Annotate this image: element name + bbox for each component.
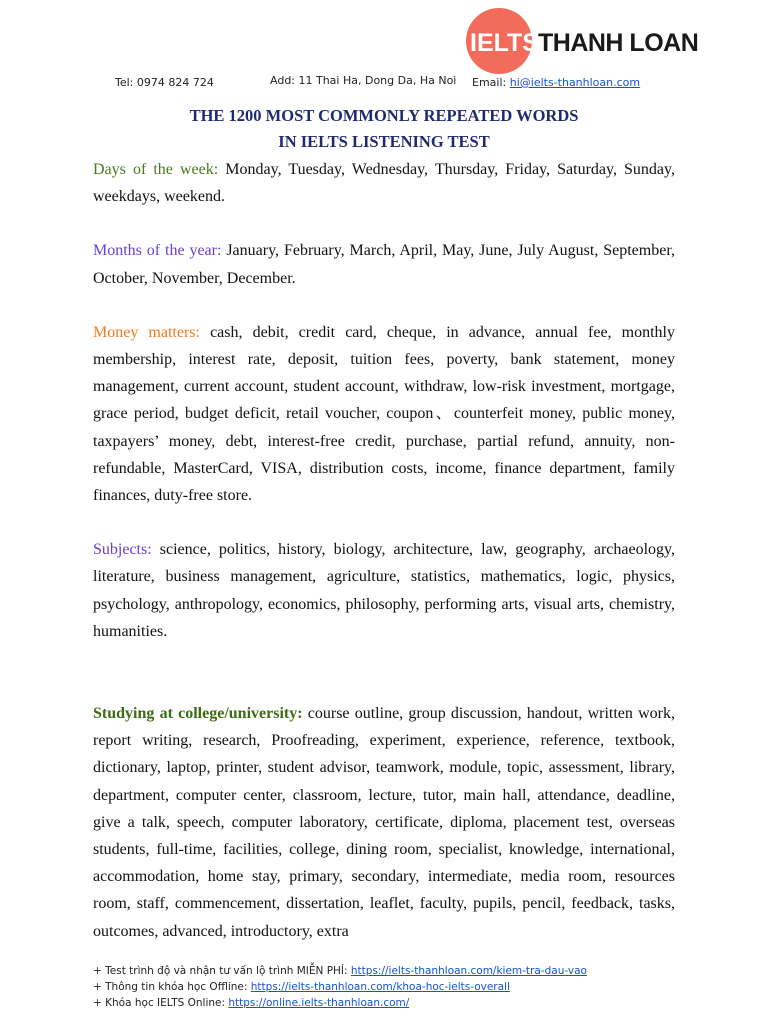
footer-line-test xyxy=(93,963,587,979)
section-text: January, February, March, April, May, June, July August, September, October, November, December. xyxy=(93,242,675,287)
footer xyxy=(93,963,587,1011)
section-months xyxy=(93,237,675,291)
section-label: Days of the week: xyxy=(93,161,219,178)
section-text: science, politics, history, biology, architecture, law, geography, archaeology, literature, business management, agriculture, statistics, mathematics, logic, physics, psychology, anthropology, economics, philosophy, performing arts, visual arts, chemistry, humanities. xyxy=(93,541,675,640)
document-body xyxy=(93,156,675,945)
footer-text: + Thông tin khóa học Offline: xyxy=(93,981,251,993)
footer-link-test[interactable]: https://ielts-thanhloan.com/kiem-tra-dau-vao xyxy=(350,965,587,977)
contact-email xyxy=(472,76,640,89)
section-text: Monday, Tuesday, Wednesday, Thursday, Friday, Saturday, Sunday, weekdays, weekend. xyxy=(93,161,675,206)
footer-line-offline xyxy=(93,979,587,995)
document-title-line2: IN IELTS LISTENING TEST xyxy=(278,132,490,151)
section-money xyxy=(93,319,675,509)
logo-ielts-text: IELTS xyxy=(470,29,539,57)
section-label: Studying at college/university: xyxy=(93,705,303,723)
section-days xyxy=(93,156,675,210)
section-text: course outline, group discussion, handout, written work, report writing, research, Proofreading, experiment, experience, reference, textbook, dictionary, laptop, printer, student advisor, teamwork, module, topic, assessment, library, department, computer center, classroom, lecture, tutor, main hall, attendance, deadline, give a talk, speech, computer laboratory, certificate, diploma, placement test, overseas students, full-time, facilities, college, dining room, specialist, knowledge, international, accommodation, home stay, primary, secondary, intermediate, media room, resources room, staff, commencement, dissertation, leaflet, faculty, pupils, pencil, feedback, tasks, outcomes, advanced, introductory, extra xyxy=(93,705,675,940)
section-subjects xyxy=(93,536,675,645)
contact-tel: Tel: 0974 824 724 xyxy=(115,76,214,89)
footer-text: + Khóa học IELTS Online: xyxy=(93,997,229,1009)
brand-logo xyxy=(466,8,699,74)
email-link[interactable]: hi@ielts-thanhloan.com xyxy=(509,76,641,89)
footer-link-offline[interactable]: https://ielts-thanhloan.com/khoa-hoc-ielts-overall xyxy=(250,981,510,993)
logo-name-text: THANH LOAN xyxy=(538,29,699,57)
section-text: cash, debit, credit card, cheque, in advance, annual fee, monthly membership, interest rate, deposit, tuition fees, poverty, bank statement, money management, current account, student account, withdraw, low-risk investment, mortgage, grace period, budget deficit, retail voucher, coupon、counterfeit money, public money, taxpayers’ money, debt, interest-free credit, purchase, partial refund, annuity, non-refundable, MasterCard, VISA, distribution costs, income, finance department, family finances, duty-free store. xyxy=(93,323,675,505)
section-label: Months of the year: xyxy=(93,242,222,260)
footer-link-online[interactable]: https://online.ielts-thanhloan.com/ xyxy=(228,997,410,1009)
document-title-line1: THE 1200 MOST COMMONLY REPEATED WORDS xyxy=(189,106,579,125)
footer-line-online xyxy=(93,995,587,1011)
footer-text: + Test trình độ và nhận tư vấn lộ trình MIỄN PHÍ: xyxy=(93,965,351,977)
section-label: Subjects: xyxy=(93,541,152,559)
contact-address: Add: 11 Thai Ha, Dong Da, Ha Noi xyxy=(270,74,457,87)
section-studying xyxy=(93,700,675,945)
email-label: Email: xyxy=(472,76,510,89)
section-label: Money matters: xyxy=(93,323,200,341)
